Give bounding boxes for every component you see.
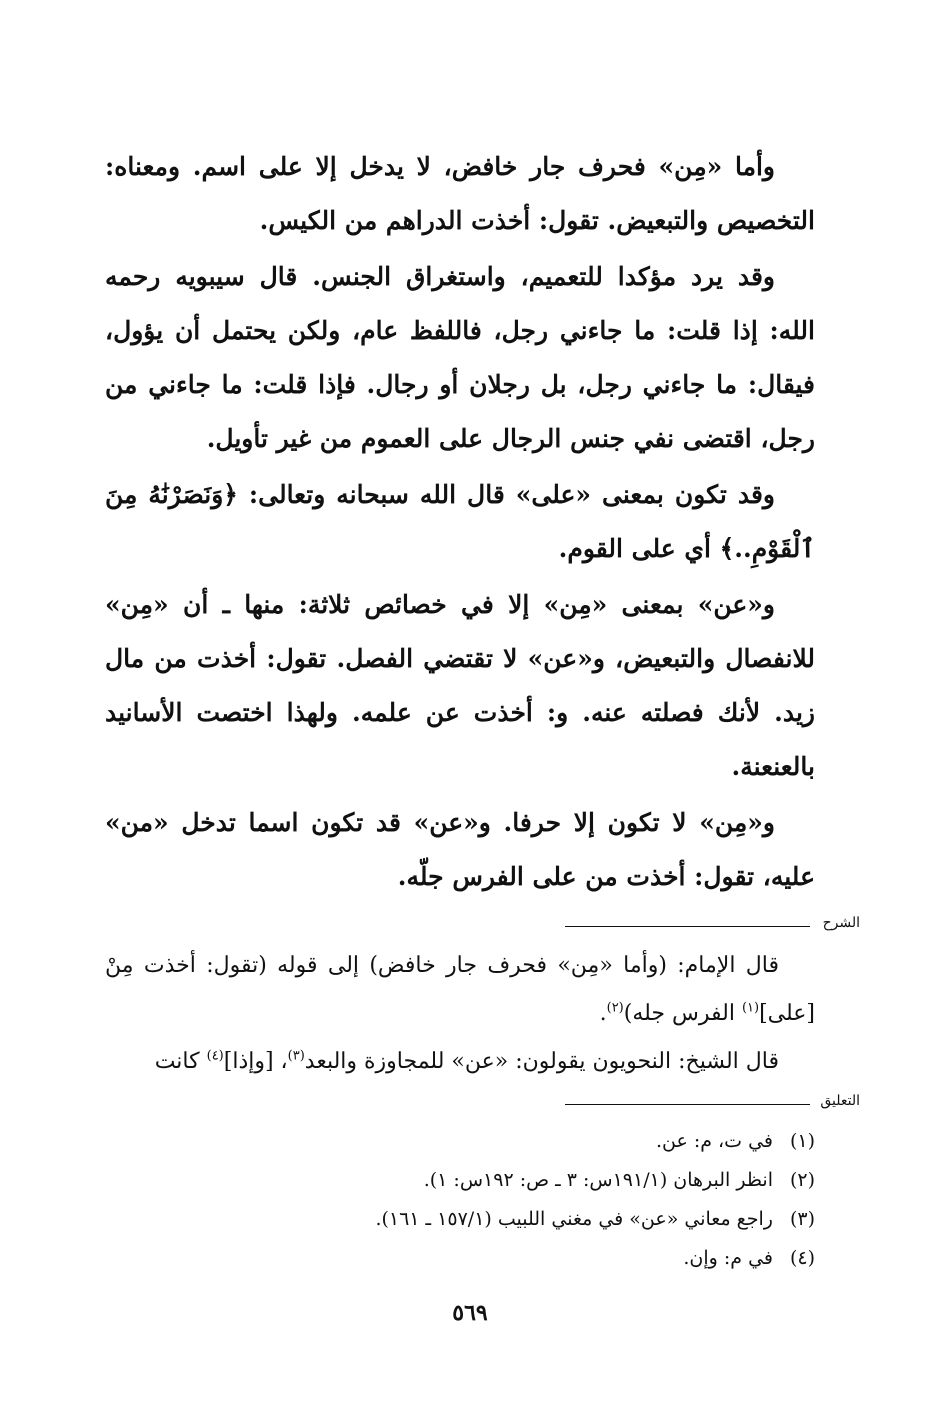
taliq-divider: [105, 1092, 860, 1116]
page-number: ٥٦٩: [452, 1300, 488, 1326]
footnote-number: (٢): [789, 1169, 815, 1191]
footnote-item: [105, 1161, 815, 1200]
commentary-p1-text-b: الفرس جله): [623, 1001, 742, 1026]
footnote-ref-4: (٤): [206, 1048, 224, 1064]
footnote-item: [105, 1239, 815, 1278]
footnote-text: في م: وإن.: [683, 1247, 773, 1269]
footnote-text: راجع معاني «عن» في مغني اللبيب (١٥٧/١ ـ ١٦١).: [375, 1208, 773, 1230]
footnote-ref-2: (٢): [606, 1000, 624, 1016]
footnote-item: [105, 1122, 815, 1161]
footnote-item: [105, 1200, 815, 1239]
commentary-p1-text-a: قال الإمام: (وأما «مِن» فحرف جار خافض) إلى قوله (تقول: أخذت مِنْ [على]: [105, 953, 815, 1026]
main-paragraph-3: وقد تكون بمعنى «على» قال الله سبحانه وتعالى: ﴿وَنَصَرْنَٰهُ مِنَ ٱلْقَوْمِ..﴾ أي على القوم.: [105, 480, 815, 563]
main-paragraph-4: و«عن» بمعنى «مِن» إلا في خصائص ثلاثة: منها ـ أن «مِن» للانفصال والتبعيض، و«عن» لا تقتضي الفصل. تقول: أخذت من مال زيد. لأنك فصلته عنه. و: أخذت عن علمه. ولهذا اختصت الأسانيد بالعنعنة.: [105, 590, 815, 781]
commentary-p2-text-a: قال الشيخ: النحويون يقولون: «عن» للمجاوزة والبعد: [304, 1049, 779, 1074]
footnotes: [105, 1122, 815, 1278]
taliq-rule: [565, 1104, 810, 1105]
footnote-ref-1: (١): [741, 1000, 760, 1016]
commentary-p2-text-c: كانت: [154, 1049, 207, 1074]
footnote-number: (٣): [789, 1208, 815, 1230]
main-paragraph-2: وقد يرد مؤكدا للتعميم، واستغراق الجنس. قال سيبويه رحمه الله: إذا قلت: ما جاءني رجل، فاللفظ عام، ولكن يحتمل أن يؤول، فيقال: ما جاءني رجل، بل رجلان أو رجال. فإذا قلت: ما جاءني من رجل، اقتضى نفي جنس الرجال على العموم من غير تأويل.: [105, 262, 815, 453]
commentary-text: [105, 942, 815, 1086]
main-paragraph-1: وأما «مِن» فحرف جار خافض، لا يدخل إلا على اسم. ومعناه: التخصيص والتبعيض. تقول: أخذت الدراهم من الكيس.: [105, 152, 815, 235]
footnote-text: انظر البرهان (١٩١/١س: ٣ ـ ص: ١٩٢س: ١).: [423, 1169, 773, 1191]
footnote-number: (١): [789, 1130, 815, 1152]
footnote-number: (٤): [789, 1247, 815, 1269]
commentary-paragraph-1: [105, 942, 815, 1038]
footnote-text: في ت، م: عن.: [655, 1130, 773, 1152]
sharh-divider: [105, 914, 860, 938]
footnote-ref-3: (٣): [287, 1048, 305, 1064]
commentary-p1-text-c: .: [599, 1001, 607, 1026]
sharh-rule: [565, 926, 810, 927]
commentary-paragraph-2: [105, 1038, 815, 1086]
main-paragraph-5: و«مِن» لا تكون إلا حرفا. و«عن» قد تكون اسما تدخل «من» عليه، تقول: أخذت من على الفرس جلّه.: [105, 808, 815, 891]
commentary-p2-text-b: ، [وإذا]: [223, 1049, 288, 1074]
taliq-label: التعليق: [820, 1093, 860, 1109]
main-text: [105, 140, 815, 906]
sharh-label: الشرح: [822, 915, 860, 931]
